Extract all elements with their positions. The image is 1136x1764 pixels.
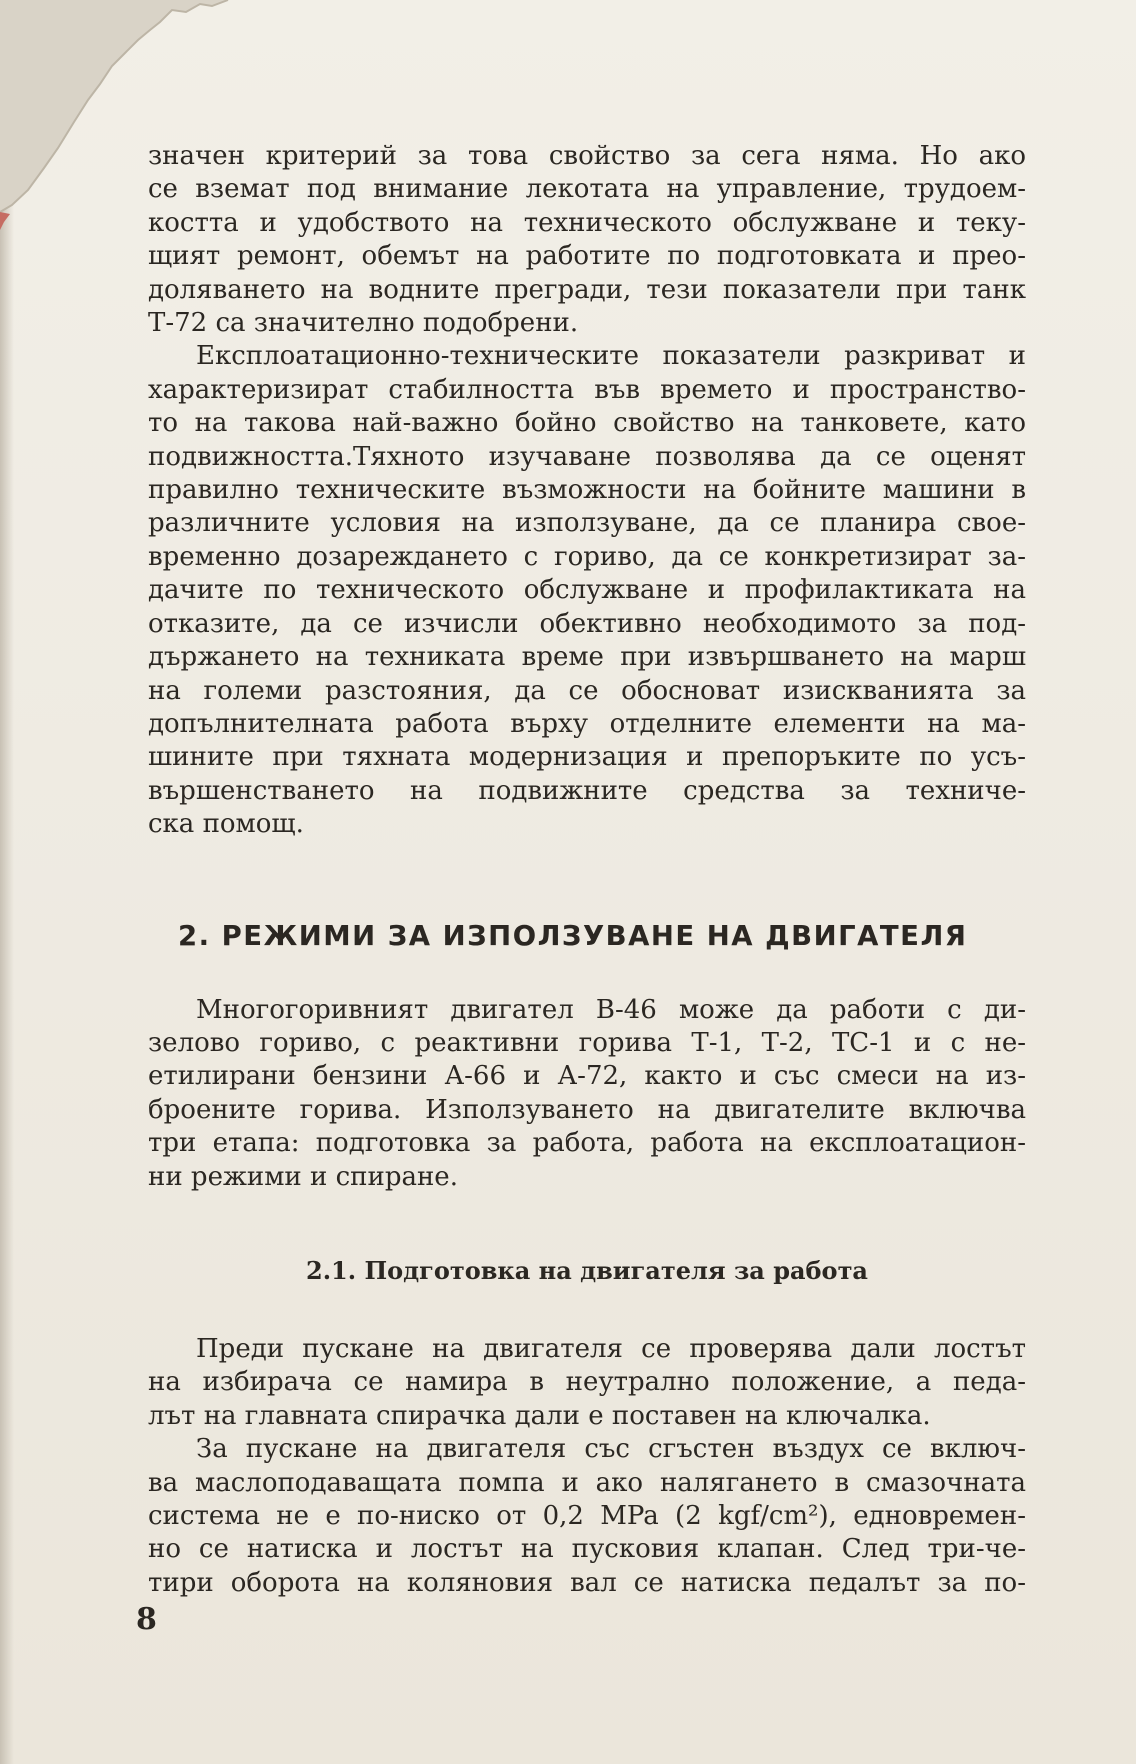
text-line: зелово гориво, с реактивни горива Т-1, Т-2, ТС-1 и с не-: [148, 1027, 1026, 1058]
text-line: етилирани бензини А-66 и А-72, както и със смеси на из-: [148, 1061, 1026, 1092]
text-line: Експлоатационно-техническите показатели разкриват и: [196, 341, 1026, 372]
text-line: отказите, да се изчисли обективно необходимото за под-: [148, 608, 1026, 639]
page-text: [148, 140, 1026, 1600]
text-line: то на такова най-важно бойно свойство на танковете, като: [148, 408, 1026, 439]
paragraph-criterion: [148, 140, 1026, 340]
text-line: тири оборота на коляновия вал се натиска педалът за по-: [148, 1567, 1026, 1598]
text-line: на големи разстояния, да се обосноват изискванията за: [148, 675, 1026, 706]
text-line: ва маслоподаващата помпа и ако налягането в смазочната: [148, 1467, 1026, 1498]
subsection-heading: 2.1. Подготовка на двигателя за работа: [306, 1255, 868, 1285]
text-line: значен критерий за това свойство за сега няма. Но ако: [148, 141, 1026, 171]
text-line: допълнителната работа върху отделните елементи на ма-: [148, 708, 1026, 739]
text-line: Преди пускане на двигателя се проверява дали лостът: [196, 1333, 1026, 1364]
text-line: три етапа: подготовка за работа, работа на експлоатацион-: [148, 1128, 1026, 1159]
paragraph-air-start: [148, 1433, 1026, 1600]
section-heading: 2. РЕЖИМИ ЗА ИЗПОЛЗУВАНЕ НА ДВИГАТЕЛЯ: [178, 919, 968, 952]
paragraph-engine-fuels: [148, 994, 1026, 1194]
text-line: временно дозареждането с гориво, да се конкретизират за-: [148, 541, 1026, 572]
page-edge-shadow: [0, 0, 14, 1764]
text-line: система не е по-ниско от 0,2 MPa (2 kgf/cm²), едновремен-: [148, 1501, 1026, 1531]
text-line: дачите по техническото обслужване и профилактиката на: [148, 575, 1026, 606]
text-line: Т-72 са значително подобрени.: [148, 308, 579, 339]
page-number: 8: [136, 1602, 157, 1637]
text-line: но се натиска и лостът на пусковия клапан. След три-че-: [148, 1534, 1026, 1565]
text-line: вършенстването на подвижните средства за техниче-: [148, 775, 1026, 806]
paragraph-indicators: [148, 340, 1026, 841]
text-line: на избирача се намира в неутрално положение, а педа-: [148, 1367, 1026, 1398]
text-line: щият ремонт, обемът на работите по подготовката и прео-: [148, 241, 1026, 272]
text-line: лът на главната спирачка дали е поставен на ключалка.: [148, 1400, 931, 1431]
text-line: броените горива. Използуването на двигателите включва: [148, 1094, 1026, 1125]
text-line: различните условия на използуване, да се планира свое-: [148, 508, 1026, 539]
text-line: се вземат под внимание лекотата на управление, трудоем-: [148, 174, 1026, 205]
paragraph-pre-start-check: [148, 1333, 1026, 1433]
text-line: подвижността.Тяхното изучаване позволява да се оценят: [148, 441, 1026, 472]
text-line: За пускане на двигателя със сгъстен въздух се включ-: [196, 1434, 1026, 1465]
text-line: характеризират стабилността във времето и пространство-: [148, 374, 1026, 405]
text-line: шините при тяхната модернизация и препоръките по усъ-: [148, 742, 1026, 773]
text-line: ска помощ.: [148, 809, 304, 840]
text-line: правилно техническите възможности на бойните машини в: [148, 475, 1026, 506]
text-line: държането на техниката време при извършването на марш: [148, 642, 1026, 673]
text-line: ни режими и спиране.: [148, 1161, 458, 1192]
text-line: костта и удобството на техническото обслужване и теку-: [148, 207, 1026, 238]
text-line: доляването на водните прегради, тези показатели при танк: [148, 274, 1026, 305]
text-line: Многогоривният двигател В-46 може да работи с ди-: [196, 994, 1026, 1025]
